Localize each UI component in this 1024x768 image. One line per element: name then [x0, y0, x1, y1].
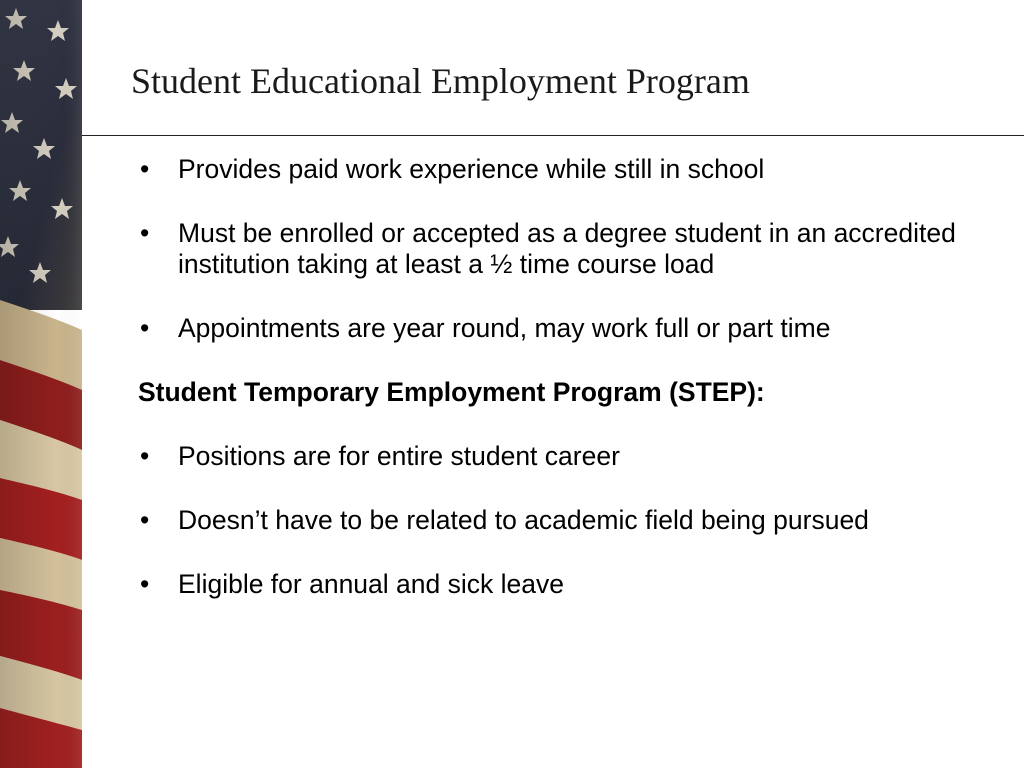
flag-decoration-image: [0, 0, 82, 768]
bullet-text: Provides paid work experience while still in school: [178, 154, 765, 184]
bullet-text: Appointments are year round, may work full or part time: [178, 313, 831, 343]
bullet-item: [138, 313, 1008, 344]
bullet-glyph: •: [140, 313, 150, 343]
bullet-item: [138, 441, 1008, 472]
bullet-item: [138, 218, 1008, 280]
bullet-item: [138, 569, 1008, 600]
bullet-glyph: •: [140, 505, 150, 535]
bullet-text: Positions are for entire student career: [178, 441, 620, 471]
title-divider: [82, 135, 1024, 136]
bullet-text: Eligible for annual and sick leave: [178, 569, 564, 599]
bullet-text: Must be enrolled or accepted as a degree student in an accredited institution taking at least a ½ time course load: [178, 218, 956, 279]
flag-graphic: [0, 0, 82, 768]
slide-content: [138, 154, 1008, 633]
bullet-text: Doesn’t have to be related to academic field being pursued: [178, 505, 869, 535]
slide-title: Student Educational Employment Program: [131, 61, 750, 101]
section-heading-step: Student Temporary Employment Program (STEP):: [138, 377, 765, 407]
bullet-item: [138, 505, 1008, 536]
bullet-glyph: •: [140, 218, 150, 248]
bullet-glyph: •: [140, 154, 150, 184]
bullet-item: [138, 154, 1008, 185]
bullet-glyph: •: [140, 441, 150, 471]
bullet-glyph: •: [140, 569, 150, 599]
